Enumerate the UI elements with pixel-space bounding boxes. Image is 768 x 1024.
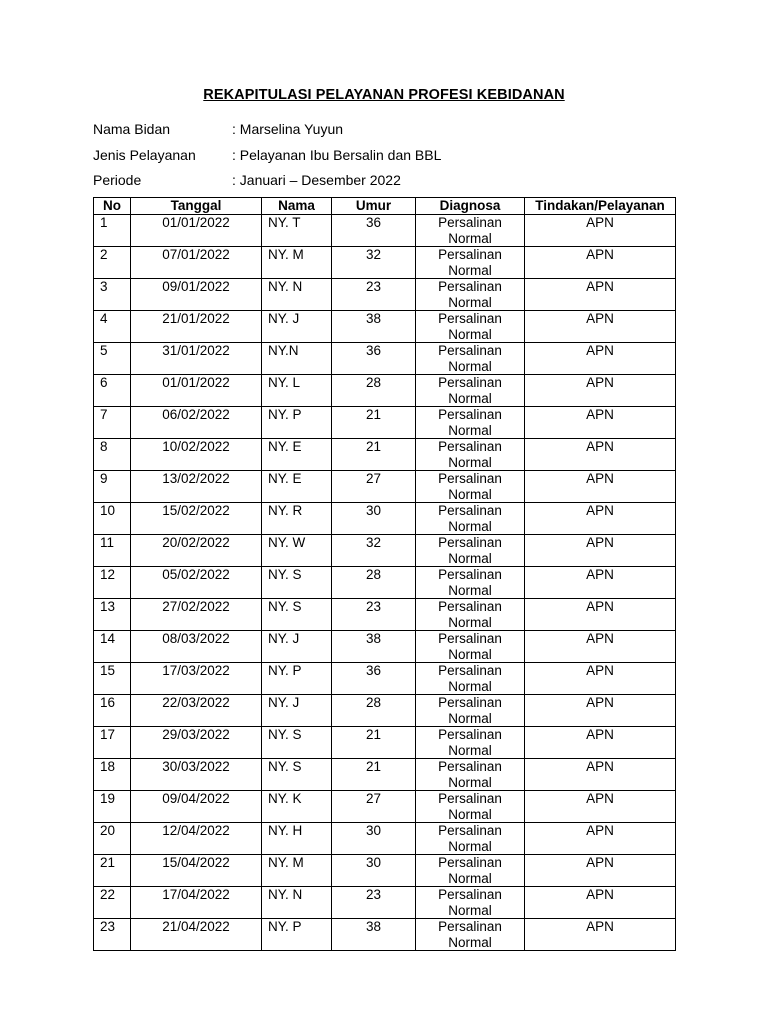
cell-no: 13 xyxy=(94,599,131,631)
table-row xyxy=(94,695,676,727)
cell-umur: 36 xyxy=(332,215,416,247)
cell-nama: NY. S xyxy=(262,727,332,759)
cell-no: 15 xyxy=(94,663,131,695)
diagnosa-line-1: Persalinan xyxy=(438,215,502,230)
cell-nama: NY. N xyxy=(262,279,332,311)
cell-no: 17 xyxy=(94,727,131,759)
header-tindakan: Tindakan/Pelayanan xyxy=(525,198,676,215)
diagnosa-line-2: Normal xyxy=(448,902,492,918)
cell-no: 12 xyxy=(94,567,131,599)
cell-no: 7 xyxy=(94,407,131,439)
cell-tanggal: 17/04/2022 xyxy=(131,887,262,919)
header-umur: Umur xyxy=(332,198,416,215)
diagnosa-line-2: Normal xyxy=(448,742,492,758)
cell-nama: NY. M xyxy=(262,855,332,887)
cell-nama: NY. S xyxy=(262,759,332,791)
cell-diagnosa xyxy=(416,279,525,311)
diagnosa-line-2: Normal xyxy=(448,710,492,726)
cell-no: 23 xyxy=(94,919,131,951)
cell-tindakan: APN xyxy=(525,503,676,535)
page-title: REKAPITULASI PELAYANAN PROFESI KEBIDANAN xyxy=(203,87,565,103)
cell-diagnosa xyxy=(416,823,525,855)
table-row xyxy=(94,471,676,503)
cell-no: 11 xyxy=(94,535,131,567)
diagnosa-line-2: Normal xyxy=(448,678,492,694)
cell-no: 20 xyxy=(94,823,131,855)
cell-umur: 36 xyxy=(332,343,416,375)
diagnosa-line-1: Persalinan xyxy=(438,727,502,742)
cell-no: 22 xyxy=(94,887,131,919)
cell-umur: 38 xyxy=(332,631,416,663)
cell-tanggal: 09/04/2022 xyxy=(131,791,262,823)
cell-diagnosa xyxy=(416,311,525,343)
diagnosa-line-1: Persalinan xyxy=(438,663,502,678)
cell-diagnosa xyxy=(416,439,525,471)
cell-tindakan: APN xyxy=(525,759,676,791)
cell-tanggal: 09/01/2022 xyxy=(131,279,262,311)
cell-tindakan: APN xyxy=(525,791,676,823)
cell-tindakan: APN xyxy=(525,247,676,279)
cell-diagnosa xyxy=(416,503,525,535)
cell-tindakan: APN xyxy=(525,407,676,439)
cell-diagnosa xyxy=(416,855,525,887)
cell-no: 4 xyxy=(94,311,131,343)
cell-no: 14 xyxy=(94,631,131,663)
header-nama: Nama xyxy=(262,198,332,215)
cell-tindakan: APN xyxy=(525,823,676,855)
diagnosa-line-2: Normal xyxy=(448,838,492,854)
diagnosa-line-2: Normal xyxy=(448,934,492,950)
cell-no: 21 xyxy=(94,855,131,887)
cell-diagnosa xyxy=(416,247,525,279)
cell-tindakan: APN xyxy=(525,567,676,599)
table-row xyxy=(94,343,676,375)
cell-diagnosa xyxy=(416,471,525,503)
diagnosa-line-2: Normal xyxy=(448,358,492,374)
cell-tindakan: APN xyxy=(525,631,676,663)
cell-umur: 28 xyxy=(332,695,416,727)
diagnosa-line-1: Persalinan xyxy=(438,887,502,902)
cell-tindakan: APN xyxy=(525,343,676,375)
table-row xyxy=(94,503,676,535)
table-row xyxy=(94,855,676,887)
cell-diagnosa xyxy=(416,695,525,727)
meta-value: : Marselina Yuyun xyxy=(232,121,344,137)
header-no: No xyxy=(94,198,131,215)
diagnosa-line-1: Persalinan xyxy=(438,759,502,774)
cell-umur: 38 xyxy=(332,311,416,343)
cell-nama: NY. H xyxy=(262,823,332,855)
cell-tanggal: 31/01/2022 xyxy=(131,343,262,375)
diagnosa-line-2: Normal xyxy=(448,806,492,822)
cell-umur: 27 xyxy=(332,791,416,823)
cell-umur: 23 xyxy=(332,279,416,311)
meta-label: Periode xyxy=(93,172,142,188)
cell-diagnosa xyxy=(416,567,525,599)
cell-tanggal: 22/03/2022 xyxy=(131,695,262,727)
cell-no: 18 xyxy=(94,759,131,791)
table-row xyxy=(94,311,676,343)
table-row xyxy=(94,215,676,247)
table-header-row xyxy=(94,198,676,215)
cell-tindakan: APN xyxy=(525,375,676,407)
table-row xyxy=(94,663,676,695)
cell-tindakan: APN xyxy=(525,663,676,695)
cell-nama: NY. R xyxy=(262,503,332,535)
header-diagnosa: Diagnosa xyxy=(416,198,525,215)
table-row xyxy=(94,759,676,791)
table-row xyxy=(94,279,676,311)
cell-tanggal: 01/01/2022 xyxy=(131,215,262,247)
cell-tindakan: APN xyxy=(525,855,676,887)
cell-nama: NY. P xyxy=(262,663,332,695)
cell-nama: NY. S xyxy=(262,599,332,631)
cell-nama: NY. J xyxy=(262,311,332,343)
cell-tanggal: 29/03/2022 xyxy=(131,727,262,759)
cell-diagnosa xyxy=(416,407,525,439)
cell-tindakan: APN xyxy=(525,695,676,727)
diagnosa-line-2: Normal xyxy=(448,870,492,886)
cell-umur: 30 xyxy=(332,823,416,855)
cell-nama: NY. J xyxy=(262,695,332,727)
cell-umur: 32 xyxy=(332,247,416,279)
diagnosa-line-1: Persalinan xyxy=(438,279,502,294)
cell-no: 16 xyxy=(94,695,131,727)
cell-umur: 38 xyxy=(332,919,416,951)
cell-tindakan: APN xyxy=(525,919,676,951)
diagnosa-line-1: Persalinan xyxy=(438,695,502,710)
table-row xyxy=(94,439,676,471)
cell-tindakan: APN xyxy=(525,311,676,343)
cell-tanggal: 13/02/2022 xyxy=(131,471,262,503)
cell-nama: NY. E xyxy=(262,439,332,471)
diagnosa-line-2: Normal xyxy=(448,262,492,278)
diagnosa-line-2: Normal xyxy=(448,422,492,438)
cell-diagnosa xyxy=(416,727,525,759)
meta-label: Nama Bidan xyxy=(93,121,171,137)
cell-umur: 21 xyxy=(332,407,416,439)
cell-diagnosa xyxy=(416,215,525,247)
diagnosa-line-1: Persalinan xyxy=(438,855,502,870)
header-tanggal: Tanggal xyxy=(131,198,262,215)
service-table xyxy=(93,197,676,951)
diagnosa-line-2: Normal xyxy=(448,230,492,246)
cell-umur: 21 xyxy=(332,727,416,759)
table-row xyxy=(94,407,676,439)
cell-umur: 28 xyxy=(332,567,416,599)
meta-value: : Januari – Desember 2022 xyxy=(232,172,401,188)
diagnosa-line-1: Persalinan xyxy=(438,567,502,582)
cell-nama: NY. J xyxy=(262,631,332,663)
cell-nama: NY.N xyxy=(262,343,332,375)
cell-diagnosa xyxy=(416,919,525,951)
diagnosa-line-1: Persalinan xyxy=(438,919,502,934)
cell-tindakan: APN xyxy=(525,215,676,247)
cell-tindakan: APN xyxy=(525,599,676,631)
table-row xyxy=(94,599,676,631)
cell-no: 5 xyxy=(94,343,131,375)
diagnosa-line-1: Persalinan xyxy=(438,791,502,806)
cell-no: 19 xyxy=(94,791,131,823)
table-row xyxy=(94,791,676,823)
cell-tanggal: 20/02/2022 xyxy=(131,535,262,567)
diagnosa-line-2: Normal xyxy=(448,774,492,790)
diagnosa-line-1: Persalinan xyxy=(438,407,502,422)
cell-umur: 30 xyxy=(332,855,416,887)
cell-tanggal: 07/01/2022 xyxy=(131,247,262,279)
meta-value: : Pelayanan Ibu Bersalin dan BBL xyxy=(232,147,442,163)
cell-umur: 32 xyxy=(332,535,416,567)
cell-tindakan: APN xyxy=(525,535,676,567)
cell-no: 1 xyxy=(94,215,131,247)
diagnosa-line-2: Normal xyxy=(448,646,492,662)
cell-tanggal: 10/02/2022 xyxy=(131,439,262,471)
cell-nama: NY. N xyxy=(262,887,332,919)
cell-tanggal: 30/03/2022 xyxy=(131,759,262,791)
cell-nama: NY. E xyxy=(262,471,332,503)
diagnosa-line-2: Normal xyxy=(448,486,492,502)
table-row xyxy=(94,887,676,919)
cell-tanggal: 08/03/2022 xyxy=(131,631,262,663)
cell-nama: NY. P xyxy=(262,407,332,439)
cell-tanggal: 05/02/2022 xyxy=(131,567,262,599)
diagnosa-line-1: Persalinan xyxy=(438,439,502,454)
cell-nama: NY. T xyxy=(262,215,332,247)
cell-diagnosa xyxy=(416,343,525,375)
table-row xyxy=(94,375,676,407)
cell-no: 8 xyxy=(94,439,131,471)
diagnosa-line-1: Persalinan xyxy=(438,375,502,390)
cell-diagnosa xyxy=(416,791,525,823)
diagnosa-line-2: Normal xyxy=(448,326,492,342)
diagnosa-line-1: Persalinan xyxy=(438,503,502,518)
table-row xyxy=(94,567,676,599)
diagnosa-line-2: Normal xyxy=(448,294,492,310)
cell-nama: NY. M xyxy=(262,247,332,279)
cell-no: 9 xyxy=(94,471,131,503)
cell-no: 10 xyxy=(94,503,131,535)
cell-umur: 21 xyxy=(332,439,416,471)
cell-umur: 30 xyxy=(332,503,416,535)
cell-diagnosa xyxy=(416,631,525,663)
diagnosa-line-2: Normal xyxy=(448,518,492,534)
cell-no: 2 xyxy=(94,247,131,279)
table-row xyxy=(94,919,676,951)
cell-tindakan: APN xyxy=(525,439,676,471)
cell-nama: NY. L xyxy=(262,375,332,407)
cell-nama: NY. S xyxy=(262,567,332,599)
meta-label: Jenis Pelayanan xyxy=(93,147,196,163)
diagnosa-line-1: Persalinan xyxy=(438,247,502,262)
diagnosa-line-1: Persalinan xyxy=(438,343,502,358)
cell-umur: 36 xyxy=(332,663,416,695)
cell-tindakan: APN xyxy=(525,471,676,503)
cell-umur: 21 xyxy=(332,759,416,791)
cell-no: 3 xyxy=(94,279,131,311)
cell-diagnosa xyxy=(416,759,525,791)
table-row xyxy=(94,247,676,279)
diagnosa-line-1: Persalinan xyxy=(438,535,502,550)
diagnosa-line-2: Normal xyxy=(448,454,492,470)
cell-diagnosa xyxy=(416,663,525,695)
cell-tanggal: 21/04/2022 xyxy=(131,919,262,951)
cell-tanggal: 15/04/2022 xyxy=(131,855,262,887)
table-row xyxy=(94,535,676,567)
diagnosa-line-1: Persalinan xyxy=(438,311,502,326)
cell-nama: NY. K xyxy=(262,791,332,823)
cell-tindakan: APN xyxy=(525,279,676,311)
cell-diagnosa xyxy=(416,375,525,407)
diagnosa-line-1: Persalinan xyxy=(438,599,502,614)
cell-umur: 27 xyxy=(332,471,416,503)
table-row xyxy=(94,631,676,663)
cell-diagnosa xyxy=(416,599,525,631)
cell-tanggal: 15/02/2022 xyxy=(131,503,262,535)
cell-tanggal: 01/01/2022 xyxy=(131,375,262,407)
cell-diagnosa xyxy=(416,535,525,567)
table-row xyxy=(94,727,676,759)
cell-tanggal: 12/04/2022 xyxy=(131,823,262,855)
cell-tanggal: 21/01/2022 xyxy=(131,311,262,343)
diagnosa-line-2: Normal xyxy=(448,614,492,630)
cell-tanggal: 06/02/2022 xyxy=(131,407,262,439)
diagnosa-line-2: Normal xyxy=(448,550,492,566)
cell-tanggal: 27/02/2022 xyxy=(131,599,262,631)
cell-tanggal: 17/03/2022 xyxy=(131,663,262,695)
cell-umur: 23 xyxy=(332,887,416,919)
diagnosa-line-1: Persalinan xyxy=(438,471,502,486)
cell-umur: 28 xyxy=(332,375,416,407)
cell-diagnosa xyxy=(416,887,525,919)
cell-nama: NY. P xyxy=(262,919,332,951)
cell-no: 6 xyxy=(94,375,131,407)
table-row xyxy=(94,823,676,855)
diagnosa-line-1: Persalinan xyxy=(438,823,502,838)
cell-tindakan: APN xyxy=(525,887,676,919)
diagnosa-line-2: Normal xyxy=(448,390,492,406)
cell-tindakan: APN xyxy=(525,727,676,759)
cell-nama: NY. W xyxy=(262,535,332,567)
diagnosa-line-2: Normal xyxy=(448,582,492,598)
cell-umur: 23 xyxy=(332,599,416,631)
diagnosa-line-1: Persalinan xyxy=(438,631,502,646)
